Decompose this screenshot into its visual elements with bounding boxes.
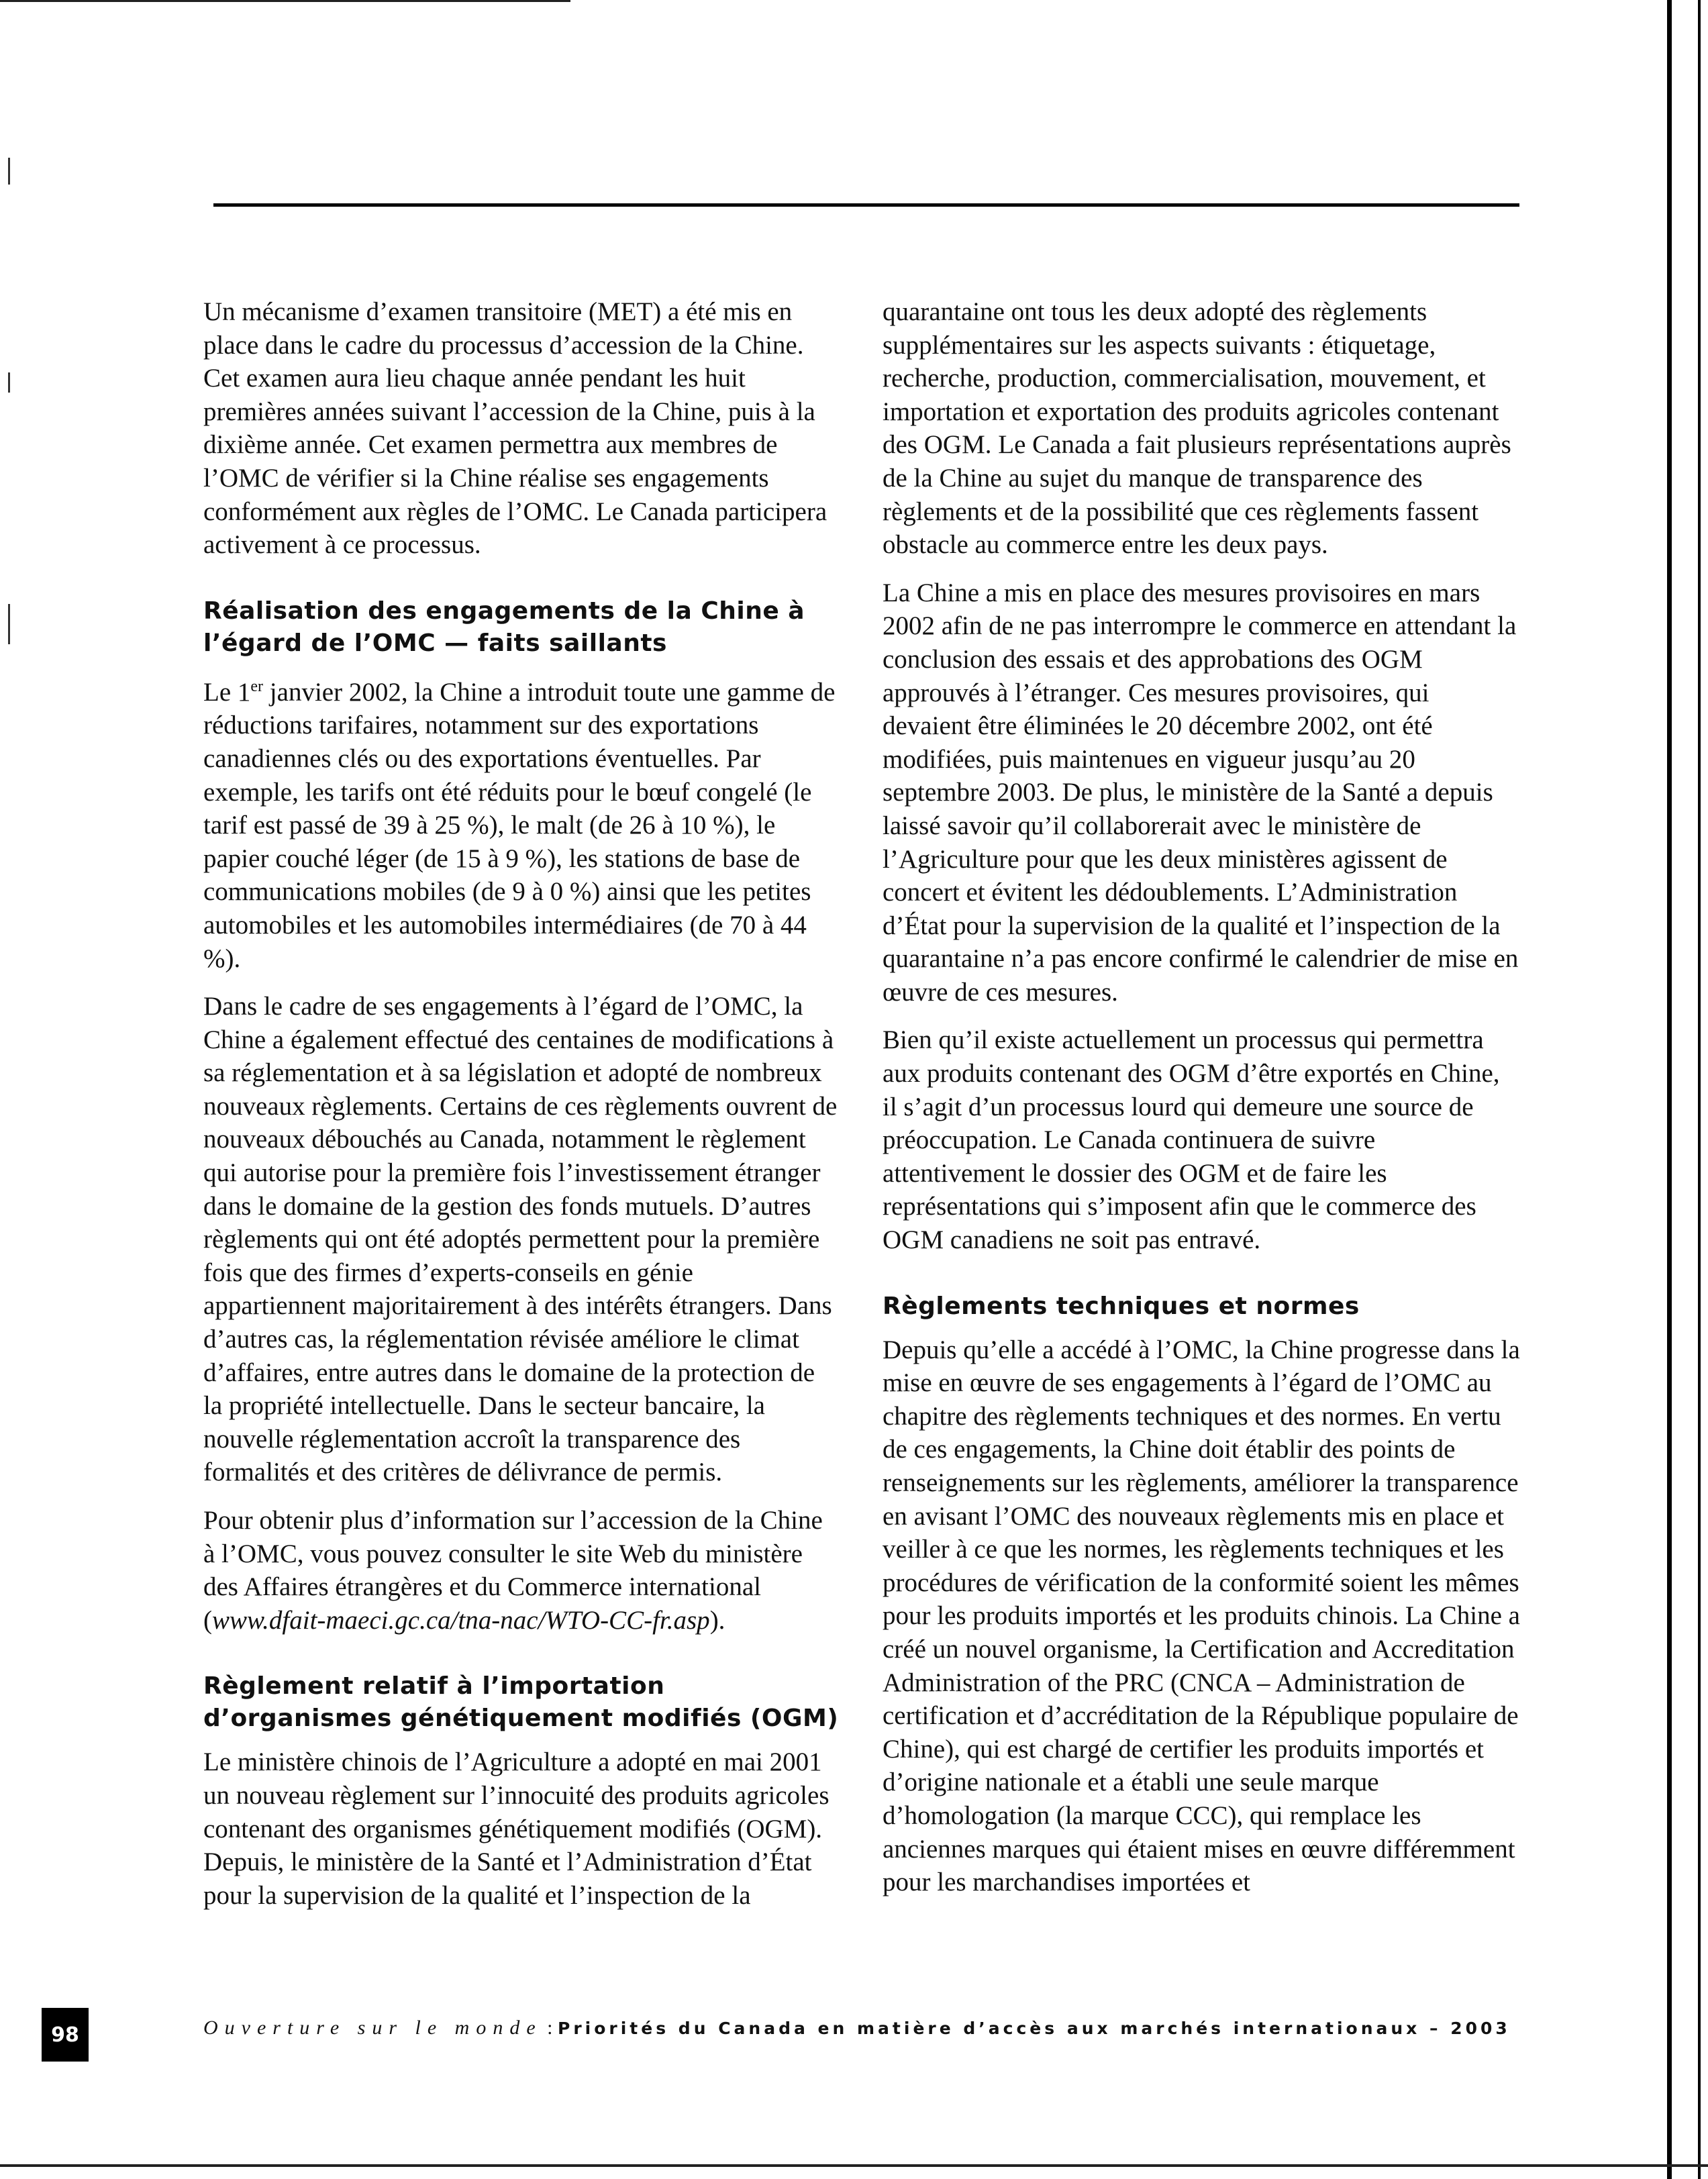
paragraph: Dans le cadre de ses engagements à l’égard de l’OMC, la Chine a également effectué des centaines de modifications à sa réglementation et à sa législation et adopté de nombreux nouveaux règlements. Certains de ces règlements ouvrent de nouveaux débouchés au Canada, notamment le règlement qui autorise pour la première fois l’investissement étranger dans le domaine de la gestion des fonds mutuels. D’autres règlements qui ont été adoptés permettent pour la première fois que des firmes d’experts-conseils en génie appartiennent majoritairement à des intérêts étrangers. Dans d’autres cas, la réglementation révisée améliore le climat d’affaires, entre autres dans le domaine de la protection de la propriété intellectuelle. Dans le secteur bancaire, la nouvelle réglementation accroît la transparence des formalités et des critères de délivrance de permis.	[203, 992, 838, 1487]
section-heading: Réalisation des engagements de la Chine à l’égard de l’OMC — faits saillants	[203, 597, 805, 657]
paragraph-text: janvier 2002, la Chine a introduit toute une gamme de réductions tarifaires, notamment sur des exportations canadiennes clés ou des exportations éventuelles. Par exemple, les tarifs ont été réduits pour le bœuf congelé (le tarif est passé de 39 à 25 %), le malt (de 26 à 10 %), le papier couché léger (de 15 à 9 %), les stations de base de communications mobiles (de 9 à 0 %) ainsi que les petites automobiles et les automobiles intermédiaires (de 70 à 44 %).	[203, 677, 836, 973]
scan-edge-bottom	[0, 2164, 1708, 2167]
paragraph-text: Pour obtenir plus d’information sur l’accession de la Chine à l’OMC, vous pouvez consulter le site Web du ministère des Affaires étrangères et du Commerce international (	[203, 1506, 823, 1635]
section-heading: Règlements techniques et normes	[883, 1292, 1360, 1320]
footer-separator: :	[542, 2017, 558, 2039]
scan-edge-right-outer	[1698, 0, 1701, 2179]
scan-mark	[8, 604, 10, 644]
paragraph	[203, 1504, 839, 1637]
paragraph-text: ).	[709, 1605, 725, 1635]
website-link[interactable]: www.dfait-maeci.gc.ca/tna-nac/WTO-CC-fr.asp	[212, 1605, 710, 1635]
superscript: er	[250, 677, 264, 695]
page-number: 98	[42, 2008, 89, 2062]
paragraph	[203, 670, 839, 975]
paragraph: La Chine a mis en place des mesures provisoires en mars 2002 afin de ne pas interrompre le commerce en attendant la conclusion des essais et des approbations des OGM approuvés à l’étranger. Ces mesures provisoires, qui devaient être éliminées le 20 décembre 2002, ont été modifiées, puis maintenues en vigueur jusqu’au 20 septembre 2003. De plus, le ministère de la Santé a depuis laissé savoir qu’il collaborerait avec le ministère de l’Agriculture pour que les deux ministères agissent de concert et évitent les dédoublements. L’Administration d’État pour la supervision de la qualité et l’inspection de la quarantaine n’a pas encore confirmé le calendrier de mise en œuvre de ces mesures.	[883, 578, 1519, 1007]
footer-subtitle: Priorités du Canada en matière d’accès aux marchés internationaux – 2003	[558, 2019, 1511, 2038]
paragraph: Bien qu’il existe actuellement un processus qui permettra aux produits contenant des OGM d’être exportés en Chine, il s’agit d’un processus lourd qui demeure une source de préoccupation. Le Canada continuera de suivre attentivement le dossier des OGM et de faire les représentations qui s’imposent afin que le commerce des OGM canadiens ne soit pas entravé.	[883, 1025, 1500, 1255]
scan-mark	[8, 372, 10, 393]
right-column	[883, 295, 1520, 1914]
left-column	[203, 295, 839, 1927]
paragraph: Le ministère chinois de l’Agriculture a adopté en mai 2001 un nouveau règlement sur l’innocuité des produits agricoles contenant des organismes génétiquement modifiés (OGM). Depuis, le ministère de la Santé et l’Administration d’État pour la supervision de la qualité et l’inspection de la	[203, 1747, 830, 1910]
page-footer	[203, 2017, 1511, 2039]
paragraph: quarantaine ont tous les deux adopté des règlements supplémentaires sur les aspects suivants : étiquetage, recherche, production, commercialisation, mouvement, et importation et exportation des produits agricoles contenant des OGM. Le Canada a fait plusieurs représentations auprès de la Chine au sujet du manque de transparence des règlements et de la possibilité que ces règlements fassent obstacle au commerce entre les deux pays.	[883, 297, 1511, 560]
section-heading: Règlement relatif à l’importation d’organismes génétiquement modifiés (OGM)	[203, 1672, 839, 1733]
scan-edge-right	[1667, 0, 1672, 2179]
header-rule	[213, 203, 1519, 207]
scan-mark	[8, 158, 10, 185]
footer-title: Ouverture sur le monde	[203, 2017, 542, 2039]
paragraph-text: Le 1	[203, 677, 251, 707]
paragraph: Depuis qu’elle a accédé à l’OMC, la Chine progresse dans la mise en œuvre de ses engagements à l’égard de l’OMC au chapitre des règlements techniques et des normes. En vertu de ces engagements, la Chine doit établir des points de renseignements sur les règlements, améliorer la transparence en avisant l’OMC des nouveaux règlements mis en place et veiller à ce que les normes, les règlements techniques et les procédures de vérification de la conformité soient les mêmes pour les produits importés et les produits chinois. La Chine a créé un nouvel organisme, la Certification and Accreditation Administration of the PRC (CNCA – Administration de certification et d’accréditation de la République populaire de Chine), qui est chargé de certifier les produits importés et d’origine nationale et a établi une seule marque d’homologation (la marque CCC), qui remplace les anciennes marques qui étaient mises en œuvre différemment pour les marchandises importées et	[883, 1335, 1520, 1897]
scan-edge-top	[0, 0, 570, 2]
paragraph: Un mécanisme d’examen transitoire (MET) a été mis en place dans le cadre du processus d’accession de la Chine. Cet examen aura lieu chaque année pendant les huit premières années suivant l’accession de la Chine, puis à la dixième année. Cet examen permettra aux membres de l’OMC de vérifier si la Chine réalise ses engagements conformément aux règles de l’OMC. Le Canada participera activement à ce processus.	[203, 297, 827, 560]
